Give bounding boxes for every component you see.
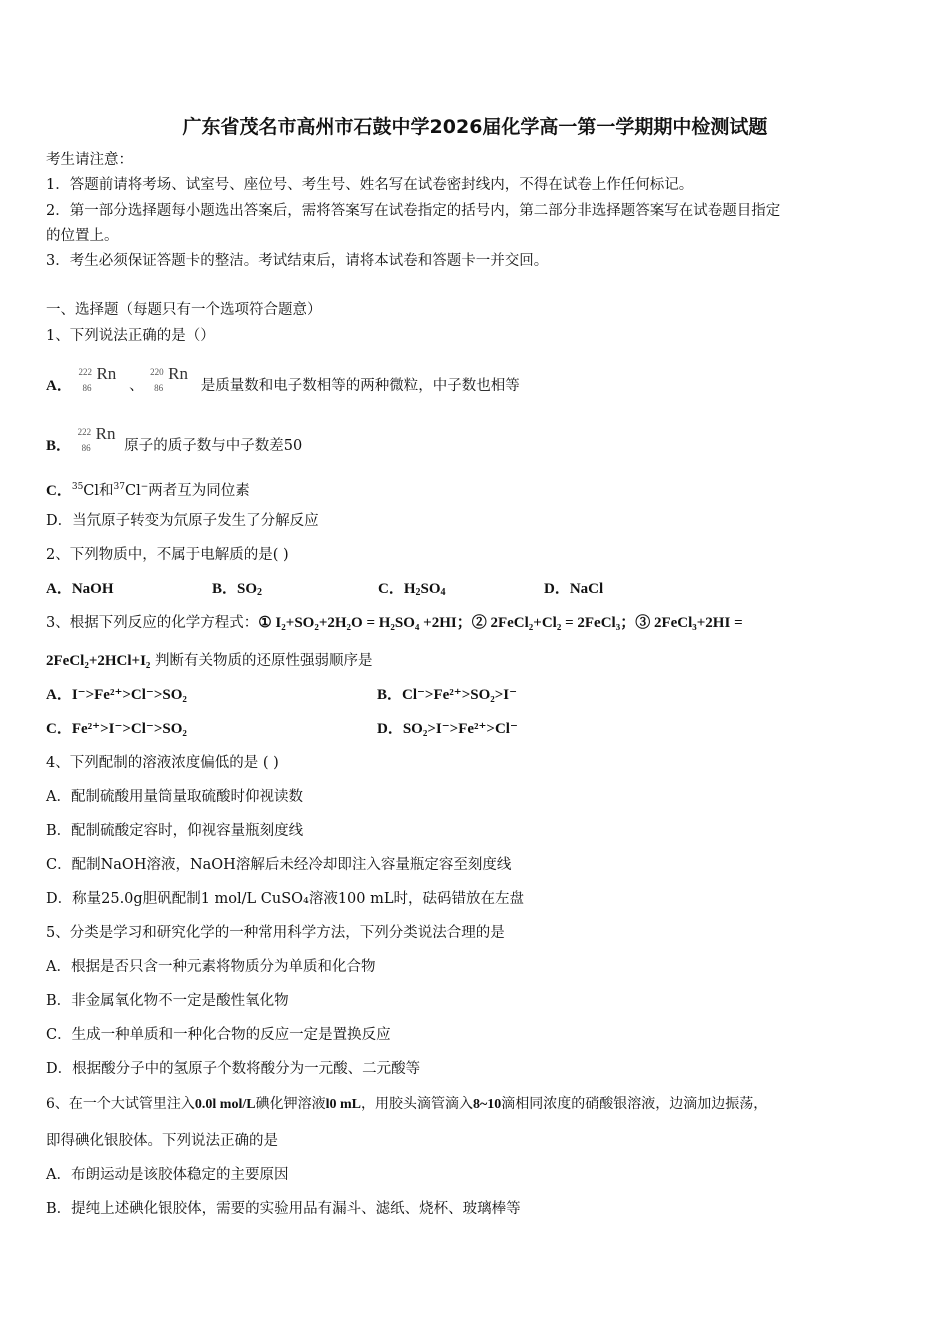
q3-option-b: B．Cl⁻>Fe²⁺>SO₂>I⁻	[377, 687, 518, 703]
mass-number: 37	[113, 482, 125, 492]
q1-a-separator: 、	[129, 378, 144, 394]
q4-option-a: A．配制硫酸用量筒量取硫酸时仰视读数	[46, 789, 303, 805]
q6-concentration: 0.0l mol/L	[194, 1097, 256, 1112]
q5-option-c: C．生成一种单质和一种化合物的反应一定是置换反应	[46, 1027, 391, 1043]
notice-item-1: 1．答题前请将考场、试室号、座位号、考生号、姓名写在试卷密封线内，不得在试卷上作任何标记。	[46, 177, 694, 193]
q3-options-row-2	[46, 719, 518, 739]
q6-text: ，用胶头滴管滴入	[360, 1096, 473, 1112]
q4-option-d: D．称量25.0g胆矾配制1 mol/L CuSO₄溶液100 mL时，砝码错放在左盘	[46, 891, 524, 907]
nuclide-atomic-number: 86	[82, 383, 92, 393]
q5-option-d: D．根据酸分子中的氢原子个数将酸分为一元酸、二元酸等	[46, 1061, 421, 1077]
q3-stem-line-2	[46, 651, 373, 671]
subscript: 2	[415, 587, 421, 598]
q6-text: 滴相同浓度的硝酸银溶液，边滴加边振荡，	[501, 1096, 768, 1112]
q6-stem-line-1	[46, 1094, 767, 1115]
nuclide-rn-222	[76, 364, 124, 396]
q3-option-d: D．SO₂>I⁻>Fe²⁺>Cl⁻	[377, 721, 518, 737]
nuclide-atomic-number: 86	[81, 443, 91, 453]
q6-option-b: B．提纯上述碘化银胶体，需要的实验用品有漏斗、滤纸、烧杯、玻璃棒等	[46, 1201, 521, 1217]
q6-volume: l0 mL	[325, 1097, 361, 1112]
q1-option-a	[46, 364, 520, 396]
q1-option-c	[46, 477, 250, 501]
q1-c-text-3: 两者互为同位素	[148, 483, 250, 499]
subscript: 4	[440, 587, 446, 598]
q3-equation-3-cont: 2FeCl₂+2HCl+I₂	[46, 653, 151, 669]
q4-option-c: C．配制NaOH溶液，NaOH溶解后未经冷却即注入容量瓶定容至刻度线	[46, 857, 512, 873]
q6-option-a: A．布朗运动是该胶体稳定的主要原因	[46, 1167, 289, 1183]
q1-a-label: A．	[46, 378, 72, 394]
charge: −	[140, 482, 149, 492]
q1-a-text: 是质量数和电子数相等的两种微粒，中子数也相等	[200, 378, 520, 394]
q3-stem-text: 3、根据下列反应的化学方程式：	[46, 615, 259, 631]
nuclide-atomic-number: 86	[154, 383, 164, 393]
q2-option-a: A．NaOH	[46, 581, 114, 597]
q3-equations: ① I₂+SO₂+2H₂O = H₂SO₄ +2HI；② 2FeCl₂+Cl₂ = 2FeCl₃；③ 2FeCl₃+2HI =	[258, 615, 743, 631]
section-heading: 一、选择题（每题只有一个选项符合题意）	[46, 302, 322, 318]
nuclide-rn-222	[76, 424, 120, 456]
notice-heading: 考生请注意：	[46, 152, 133, 168]
q6-drop-count: 8~10	[472, 1097, 502, 1112]
q4-option-b: B．配制硫酸定容时，仰视容量瓶刻度线	[46, 823, 304, 839]
nuclide-mass: 222	[77, 427, 92, 437]
nuclide-symbol: Rn	[168, 364, 189, 383]
q5-option-a: A．根据是否只含一种元素将物质分为单质和化合物	[46, 959, 376, 975]
notice-item-2: 2．第一部分选择题每小题选出答案后，需将答案写在试卷指定的括号内，第二部分非选择题答案写在试卷题目指定	[46, 203, 781, 219]
nuclide-rn-220	[148, 364, 196, 396]
q3-options-row-1	[46, 685, 517, 705]
q1-c-text-2: Cl	[124, 483, 141, 499]
nuclide-symbol: Rn	[95, 424, 116, 443]
mass-number: 35	[71, 482, 84, 492]
q1-option-b	[46, 424, 302, 456]
q2-c-text: C．H	[378, 581, 416, 597]
q1-stem: 1、下列说法正确的是（）	[46, 328, 215, 344]
nuclide-mass: 222	[78, 367, 92, 377]
nuclide-mass: 220	[150, 367, 164, 377]
q2-c-text: SO	[420, 581, 441, 597]
q2-option-c	[378, 579, 544, 603]
q3-stem-line-1	[46, 613, 743, 633]
q6-stem-line-2: 即得碘化银胶体。下列说法正确的是	[46, 1133, 278, 1149]
notice-item-2-cont: 的位置上。	[46, 228, 119, 244]
q2-option-d: D．NaCl	[544, 581, 604, 597]
q3-option-c: C．Fe²⁺>I⁻>Cl⁻>SO₂	[46, 721, 187, 737]
q5-option-b: B．非金属氧化物不一定是酸性氧化物	[46, 993, 289, 1009]
q1-c-label: C．	[46, 483, 72, 499]
q4-stem: 4、下列配制的溶液浓度偏低的是 ( )	[46, 755, 279, 771]
q3-stem-text: 判断有关物质的还原性强弱顺序是	[155, 653, 373, 669]
q1-option-d: D．当氘原子转变为氘原子发生了分解反应	[46, 513, 319, 529]
q1-b-text: 原子的质子数与中子数差50	[124, 438, 303, 454]
notice-item-3: 3．考生必须保证答题卡的整洁。考试结束后，请将本试卷和答题卡一并交回。	[46, 253, 549, 269]
q5-stem: 5、分类是学习和研究化学的一种常用科学方法，下列分类说法合理的是	[46, 925, 505, 941]
page-title: 广东省茂名市高州市石鼓中学2026届化学高一第一学期期中检测试题	[182, 116, 768, 138]
q2-options	[46, 579, 603, 603]
q2-b-text: B．SO	[212, 581, 258, 597]
q2-stem: 2、下列物质中，不属于电解质的是( )	[46, 547, 289, 563]
subscript: 2	[257, 587, 263, 598]
nuclide-symbol: Rn	[96, 364, 117, 383]
q1-b-label: B．	[46, 438, 72, 454]
q6-text: 6、在一个大试管里注入	[46, 1096, 195, 1112]
q3-option-a: A．I⁻>Fe²⁺>Cl⁻>SO₂	[46, 687, 187, 703]
q2-option-b	[212, 579, 378, 603]
q6-text: 碘化钾溶液	[255, 1096, 326, 1112]
q1-c-text-1: Cl和	[83, 483, 114, 499]
